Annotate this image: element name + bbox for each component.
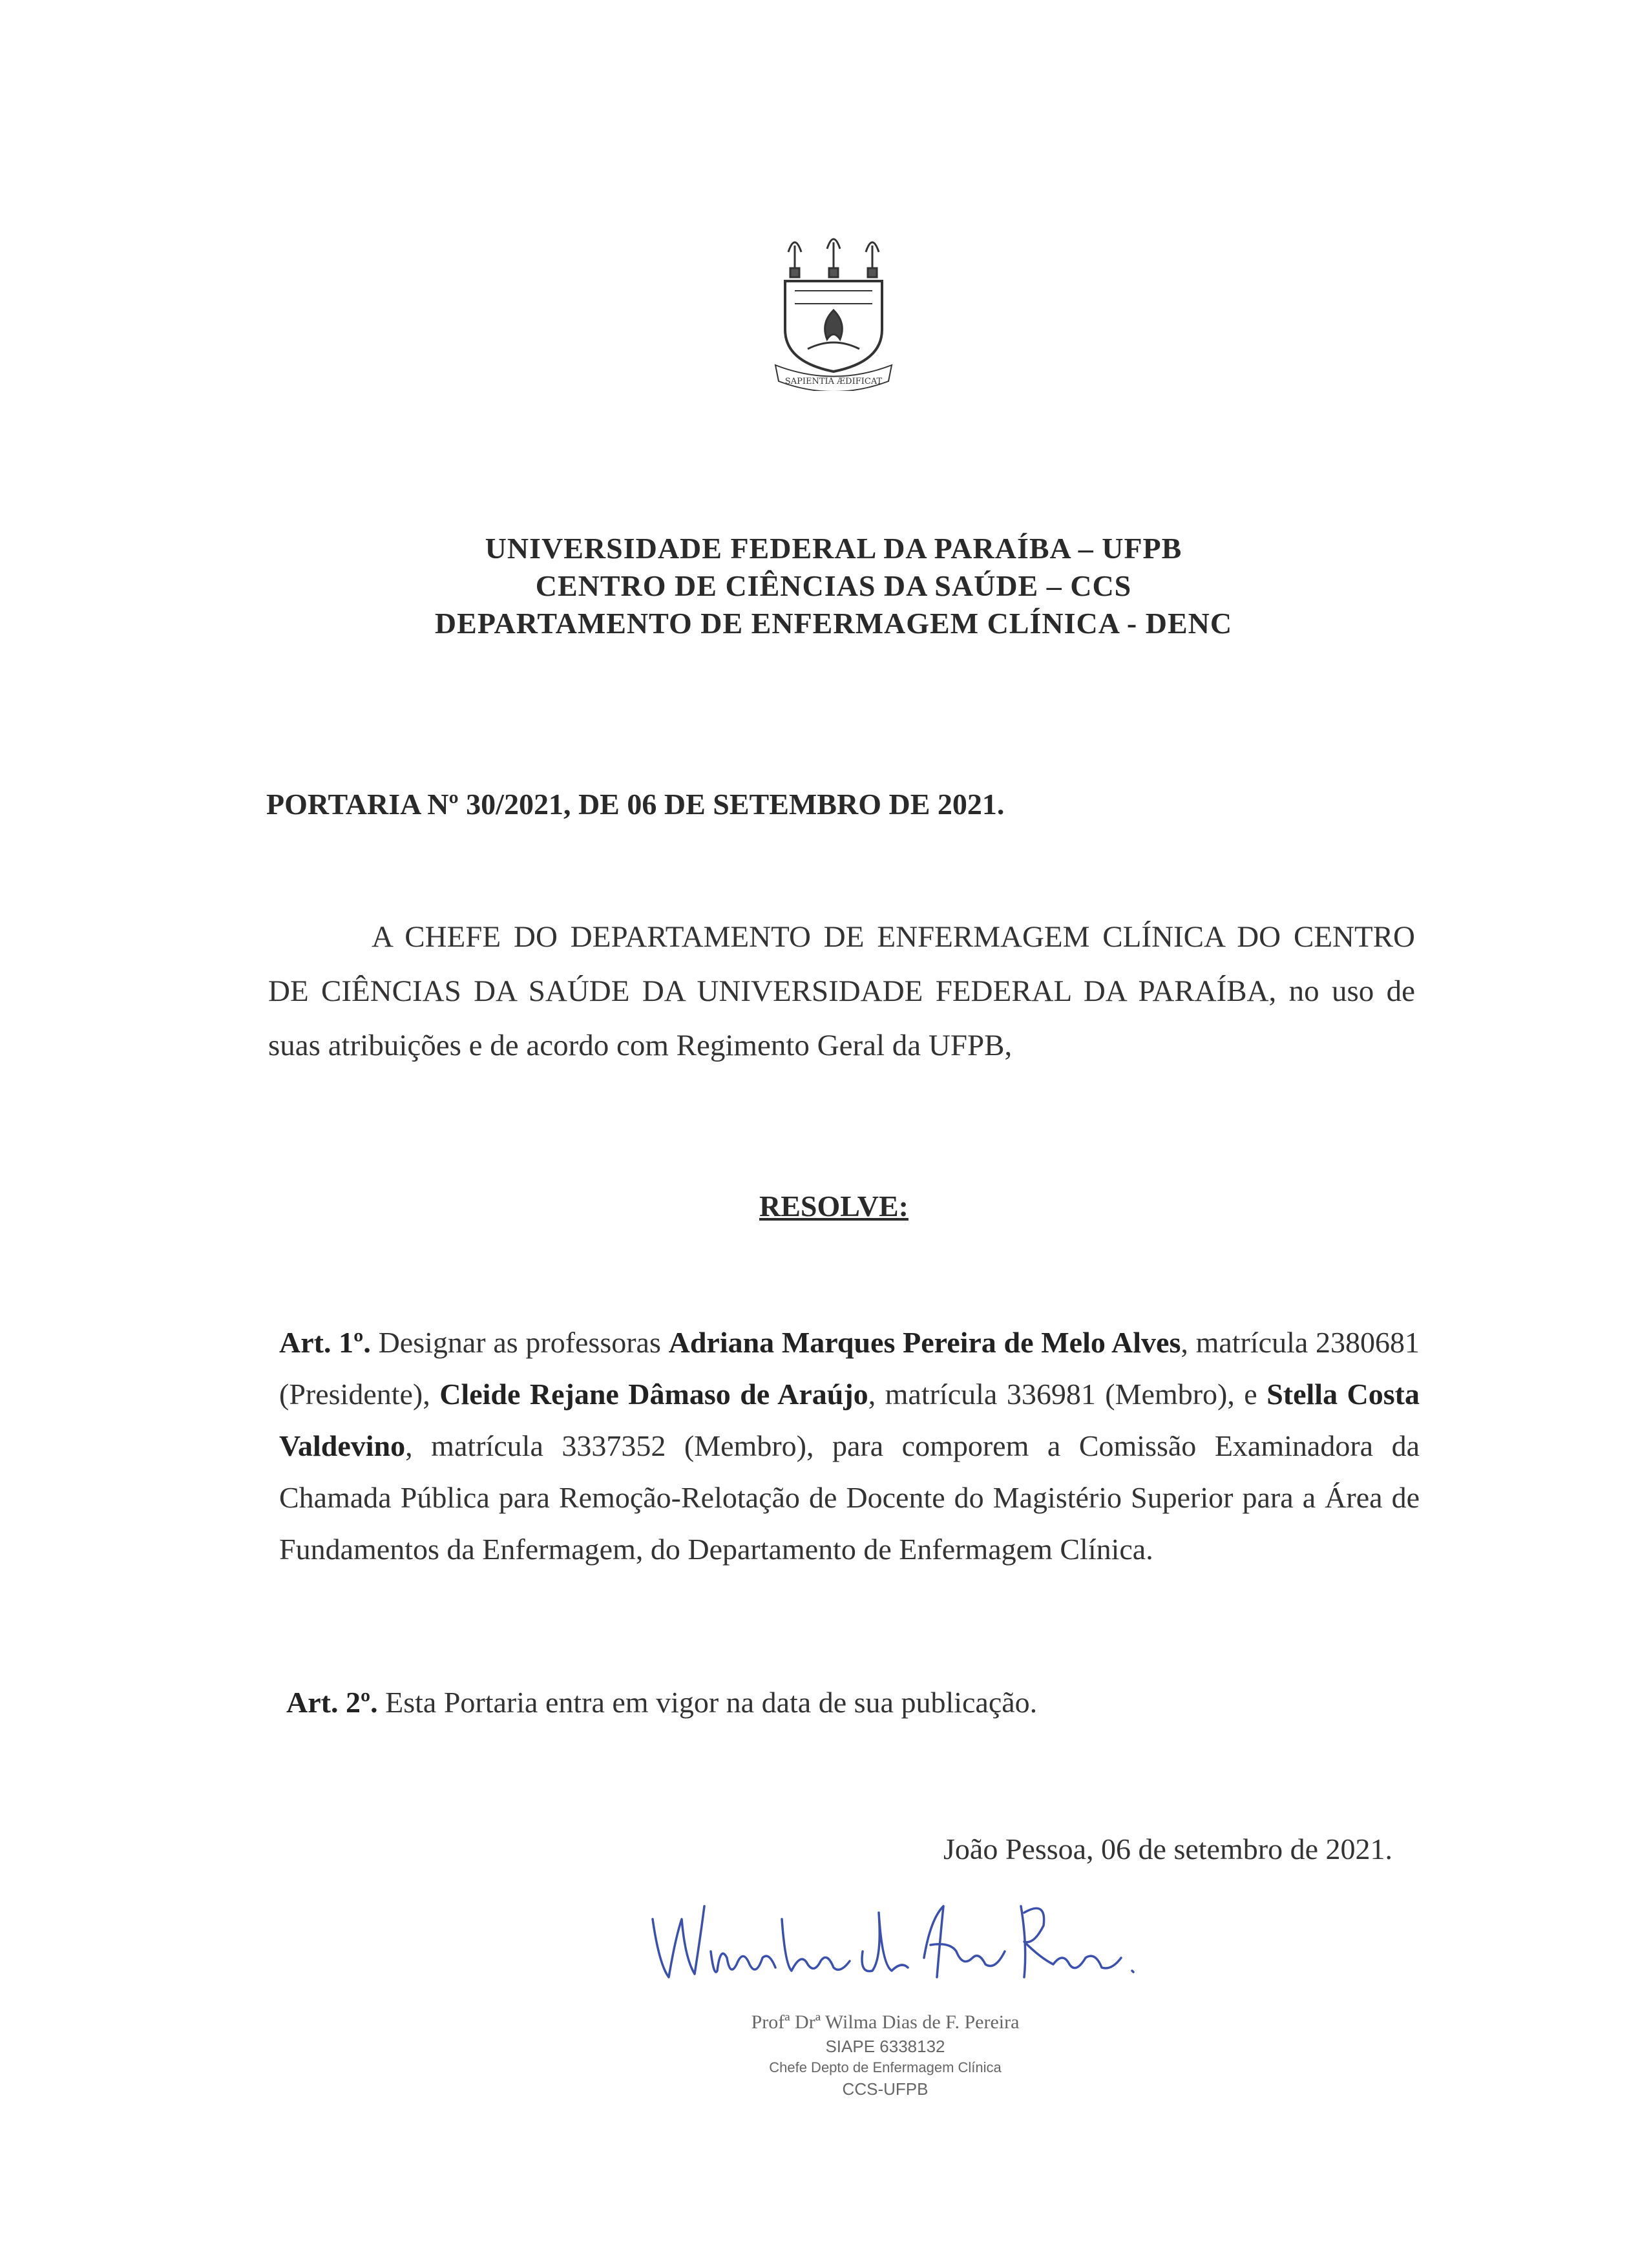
logo-motto: SAPIENTIA ÆDIFICAT bbox=[784, 377, 883, 386]
article-2-text: Esta Portaria entra em vigor na data de sua publicação. bbox=[377, 1686, 1038, 1719]
professor-name-1: Adriana Marques Pereira de Melo Alves bbox=[668, 1326, 1181, 1359]
stamp-name: Profª Drª Wilma Dias de F. Pereira bbox=[751, 2011, 1020, 2033]
article-1 bbox=[279, 1317, 1420, 1575]
header-line-center: CENTRO DE CIÊNCIAS DA SAÚDE – CCS bbox=[535, 569, 1132, 602]
article-1-text-a: Designar as professoras bbox=[370, 1326, 669, 1359]
stamp-role: Chefe Depto de Enfermagem Clínica bbox=[769, 2059, 1002, 2075]
article-2-label: Art. 2º. bbox=[286, 1686, 378, 1719]
header-line-university: UNIVERSIDADE FEDERAL DA PARAÍBA – UFPB bbox=[485, 532, 1182, 565]
torch-icon bbox=[788, 242, 801, 277]
handwritten-signature bbox=[646, 1880, 1137, 1997]
professor-name-2: Cleide Rejane Dâmaso de Araújo bbox=[439, 1378, 868, 1411]
article-2 bbox=[286, 1685, 1037, 1719]
intro-text: A CHEFE DO DEPARTAMENTO DE ENFERMAGEM CLÍNICA DO CENTRO DE CIÊNCIAS DA SAÚDE DA UNIVERSIDADE FEDERAL DA PARAÍBA, no uso de suas atribuições e de acordo com Regimento Geral da UFPB, bbox=[268, 920, 1415, 1062]
institution-header bbox=[362, 530, 1305, 642]
header-line-department: DEPARTAMENTO DE ENFERMAGEM CLÍNICA - DENC bbox=[434, 607, 1233, 640]
article-1-label: Art. 1º. bbox=[279, 1326, 371, 1359]
stamp-siape: SIAPE 6338132 bbox=[825, 2037, 945, 2056]
professor-name-3: Stella Costa Valdevino bbox=[279, 1378, 1420, 1462]
torch-icon bbox=[827, 239, 840, 277]
stamp-unit: CCS-UFPB bbox=[842, 2079, 929, 2099]
article-1-text-c: , matrícula 336981 (Membro), e bbox=[868, 1378, 1267, 1411]
intro-paragraph bbox=[268, 910, 1415, 1073]
resolve-heading: RESOLVE: bbox=[759, 1190, 909, 1223]
ufpb-coat-of-arms bbox=[769, 233, 898, 391]
article-1-text-b: , matrícula 2380681 (Presidente), bbox=[279, 1326, 1420, 1411]
official-stamp bbox=[730, 2010, 1040, 2100]
portaria-title: PORTARIA Nº 30/2021, DE 06 DE SETEMBRO DE 2021. bbox=[266, 788, 1005, 821]
article-1-text-d: , matrícula 3337352 (Membro), para comporem a Comissão Examinadora da Chamada Pública para Remoção-Relotação de Docente do Magistério Superior para a Área de Fundamentos da Enfermagem, do Departamento de Enfermagem Clínica. bbox=[279, 1429, 1420, 1566]
torch-icon bbox=[866, 242, 879, 277]
place-and-date: João Pessoa, 06 de setembro de 2021. bbox=[943, 1832, 1392, 1865]
